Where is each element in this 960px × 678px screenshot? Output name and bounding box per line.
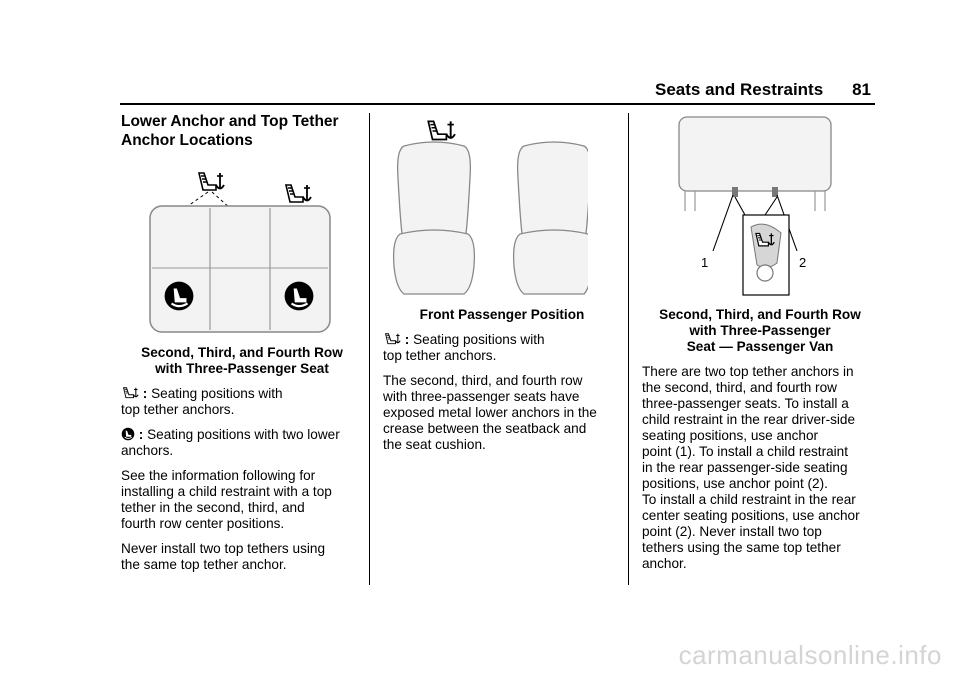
rear-bench-seat-illustration [140,168,340,338]
page-number: 81 [852,80,871,99]
tether-anchor-icon [199,173,224,190]
column-divider-2 [628,113,629,585]
lower-anchor-legend: : Seating positions with two lower anchors. [121,427,340,458]
tether-legend: : Seating positions with top tether anchors. [121,386,283,417]
paragraph: There are two top tether anchors in the second, third, and fourth row three-passenger seats. To install a child restraint in the rear driver-side seating positions, use anchor point (1). To install a child restraint in the rear passenger-side seating positions, use anchor point (2). To install a child restraint in the rear center seating positions, use anchor point (2). Never install two top tethers using the same top tether anchor. [642,364,860,571]
tether-anchor-icon [428,121,455,139]
figure-caption: Front Passenger Position [419,307,585,322]
lower-anchor-icon [285,282,314,311]
paragraph: The second, third, and fourth row with three-passenger seats have exposed metal lower anchors in the crease between the seatback and the seat cushion. [383,373,597,452]
column-3 [642,307,878,572]
callout-2: 2 [799,255,807,270]
tether-anchor-icon [121,386,139,400]
lower-anchor-icon [121,427,135,441]
paragraph: Never install two top tethers using the same top tether anchor. [121,541,326,572]
paragraph: See the information following for installing a child restraint with a top tether in the second, third, and fourth row center positions. [121,468,332,531]
tether-legend: : Seating positions with top tether anchors. [383,332,545,363]
column-2 [383,307,621,453]
header-rule [120,103,875,105]
watermark: carmanualsonline.info [678,640,942,670]
column-1-body [121,345,363,573]
page-header [655,80,875,102]
lower-anchor-icon [165,282,194,311]
tether-anchor-icon [286,185,311,202]
section-title: Seats and Restraints [655,80,824,99]
van-seat-anchor-illustration [665,115,845,300]
tether-anchor-icon [383,332,401,346]
figure-caption: Second, Third, and Fourth Row with Three-Passenger Seat [141,345,343,376]
front-seats-illustration [388,116,588,298]
column-divider-1 [369,113,370,585]
callout-1: 1 [701,255,709,270]
figure-caption: Second, Third, and Fourth Row with Three-Passenger Seat — Passenger Van [659,307,861,354]
column-1 [121,112,363,150]
section-heading: Lower Anchor and Top Tether Anchor Locations [121,113,339,149]
